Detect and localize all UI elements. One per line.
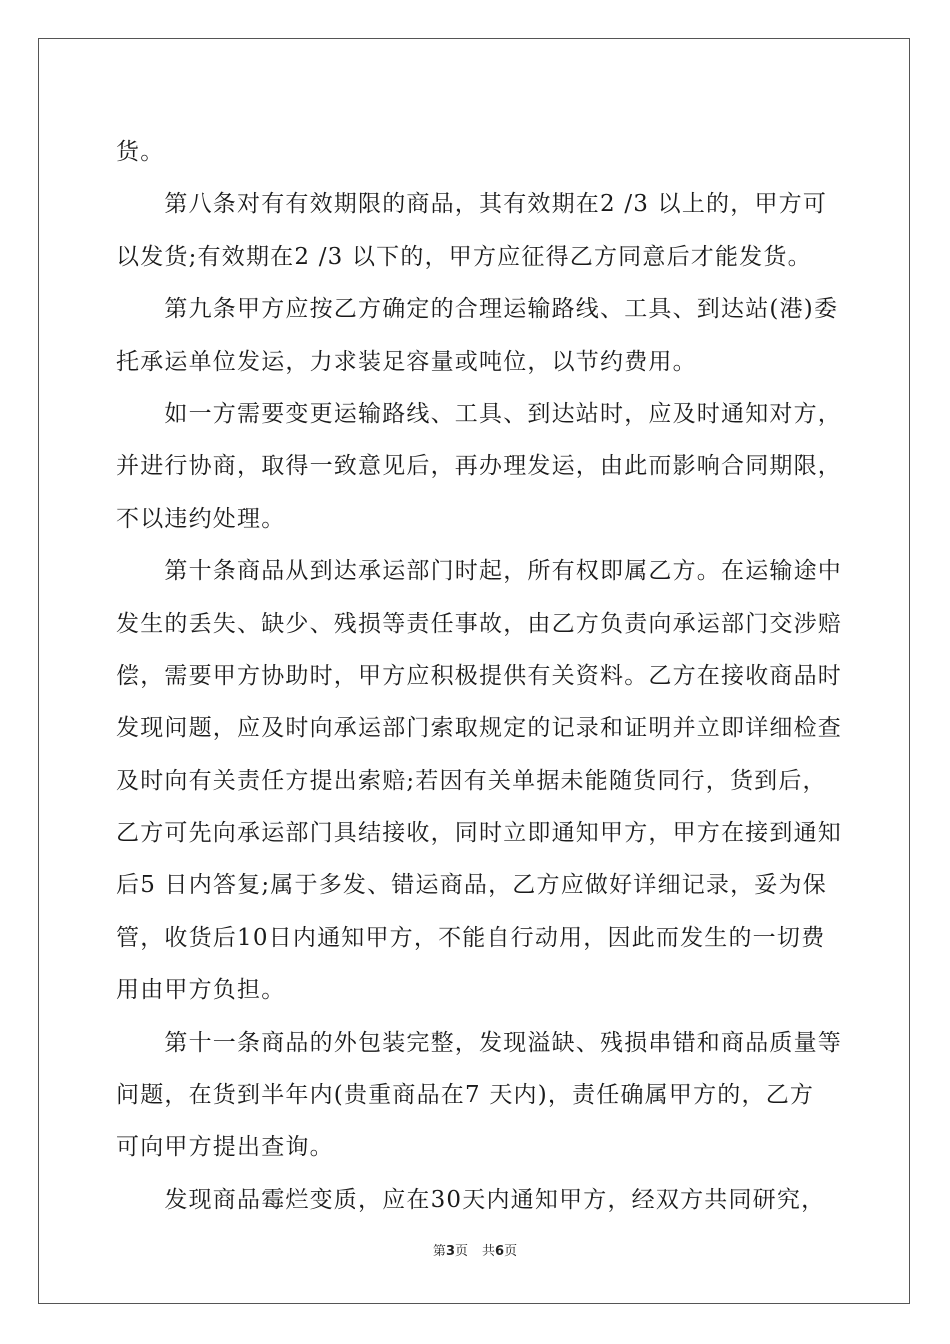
text-line: 如一方需要变更运输路线、工具、到达站时，应及时通知对方，	[116, 400, 842, 427]
text-line: 托承运单位发运，力求装足容量或吨位，以节约费用。	[116, 348, 697, 375]
text-line: 第八条对有有效期限的商品，其有效期在2 /3 以上的，甲方可	[116, 191, 828, 218]
text-line: 管，收货后10日内通知甲方，不能自行动用，因此而发生的一切费	[116, 924, 826, 951]
text-line: 可向甲方提出查询。	[116, 1134, 334, 1161]
text-line: 第九条甲方应按乙方确定的合理运输路线、工具、到达站(港)委	[116, 296, 839, 323]
text-line: 发现问题，应及时向承运部门索取规定的记录和证明并立即详细检查	[116, 715, 842, 742]
text-line: 第十一条商品的外包装完整，发现溢缺、残损串错和商品质量等	[116, 1029, 842, 1056]
text-line: 及时向有关责任方提出索赔;若因有关单据未能随货同行，货到后，	[116, 767, 827, 794]
total-prefix: 共	[482, 1244, 496, 1259]
text-line: 乙方可先向承运部门具结接收，同时立即通知甲方，甲方在接到通知	[116, 820, 842, 847]
text-line: 第十条商品从到达承运部门时起，所有权即属乙方。在运输途中	[116, 558, 842, 585]
page-suffix: 页	[454, 1244, 468, 1259]
total-suffix: 页	[504, 1244, 518, 1259]
text-line: 发现商品霉烂变质，应在30天内通知甲方，经双方共同研究，	[116, 1186, 826, 1213]
text-line: 不以违约处理。	[116, 505, 286, 532]
text-line: 用由甲方负担。	[116, 977, 286, 1004]
text-line: 并进行协商，取得一致意见后，再办理发运，由此而影响合同期限，	[116, 453, 842, 480]
text-line: 偿，需要甲方协助时，甲方应积极提供有关资料。乙方在接收商品时	[116, 662, 842, 689]
text-line: 以发货;有效期在2 /3 以下的，甲方应征得乙方同意后才能发货。	[116, 243, 812, 270]
page-footer	[0, 1244, 950, 1260]
page-prefix: 第	[432, 1244, 446, 1259]
text-line: 发生的丢失、缺少、残损等责任事故，由乙方负责向承运部门交涉赔	[116, 610, 842, 637]
document-body	[116, 126, 842, 1226]
text-line: 货。	[116, 139, 165, 165]
page-current-number: 3	[445, 1244, 455, 1259]
text-line: 后5 日内答复;属于多发、错运商品，乙方应做好详细记录，妥为保	[116, 872, 827, 899]
page-total-number: 6	[495, 1244, 505, 1259]
text-line: 问题，在货到半年内(贵重商品在7 天内)，责任确属甲方的，乙方	[116, 1082, 815, 1109]
